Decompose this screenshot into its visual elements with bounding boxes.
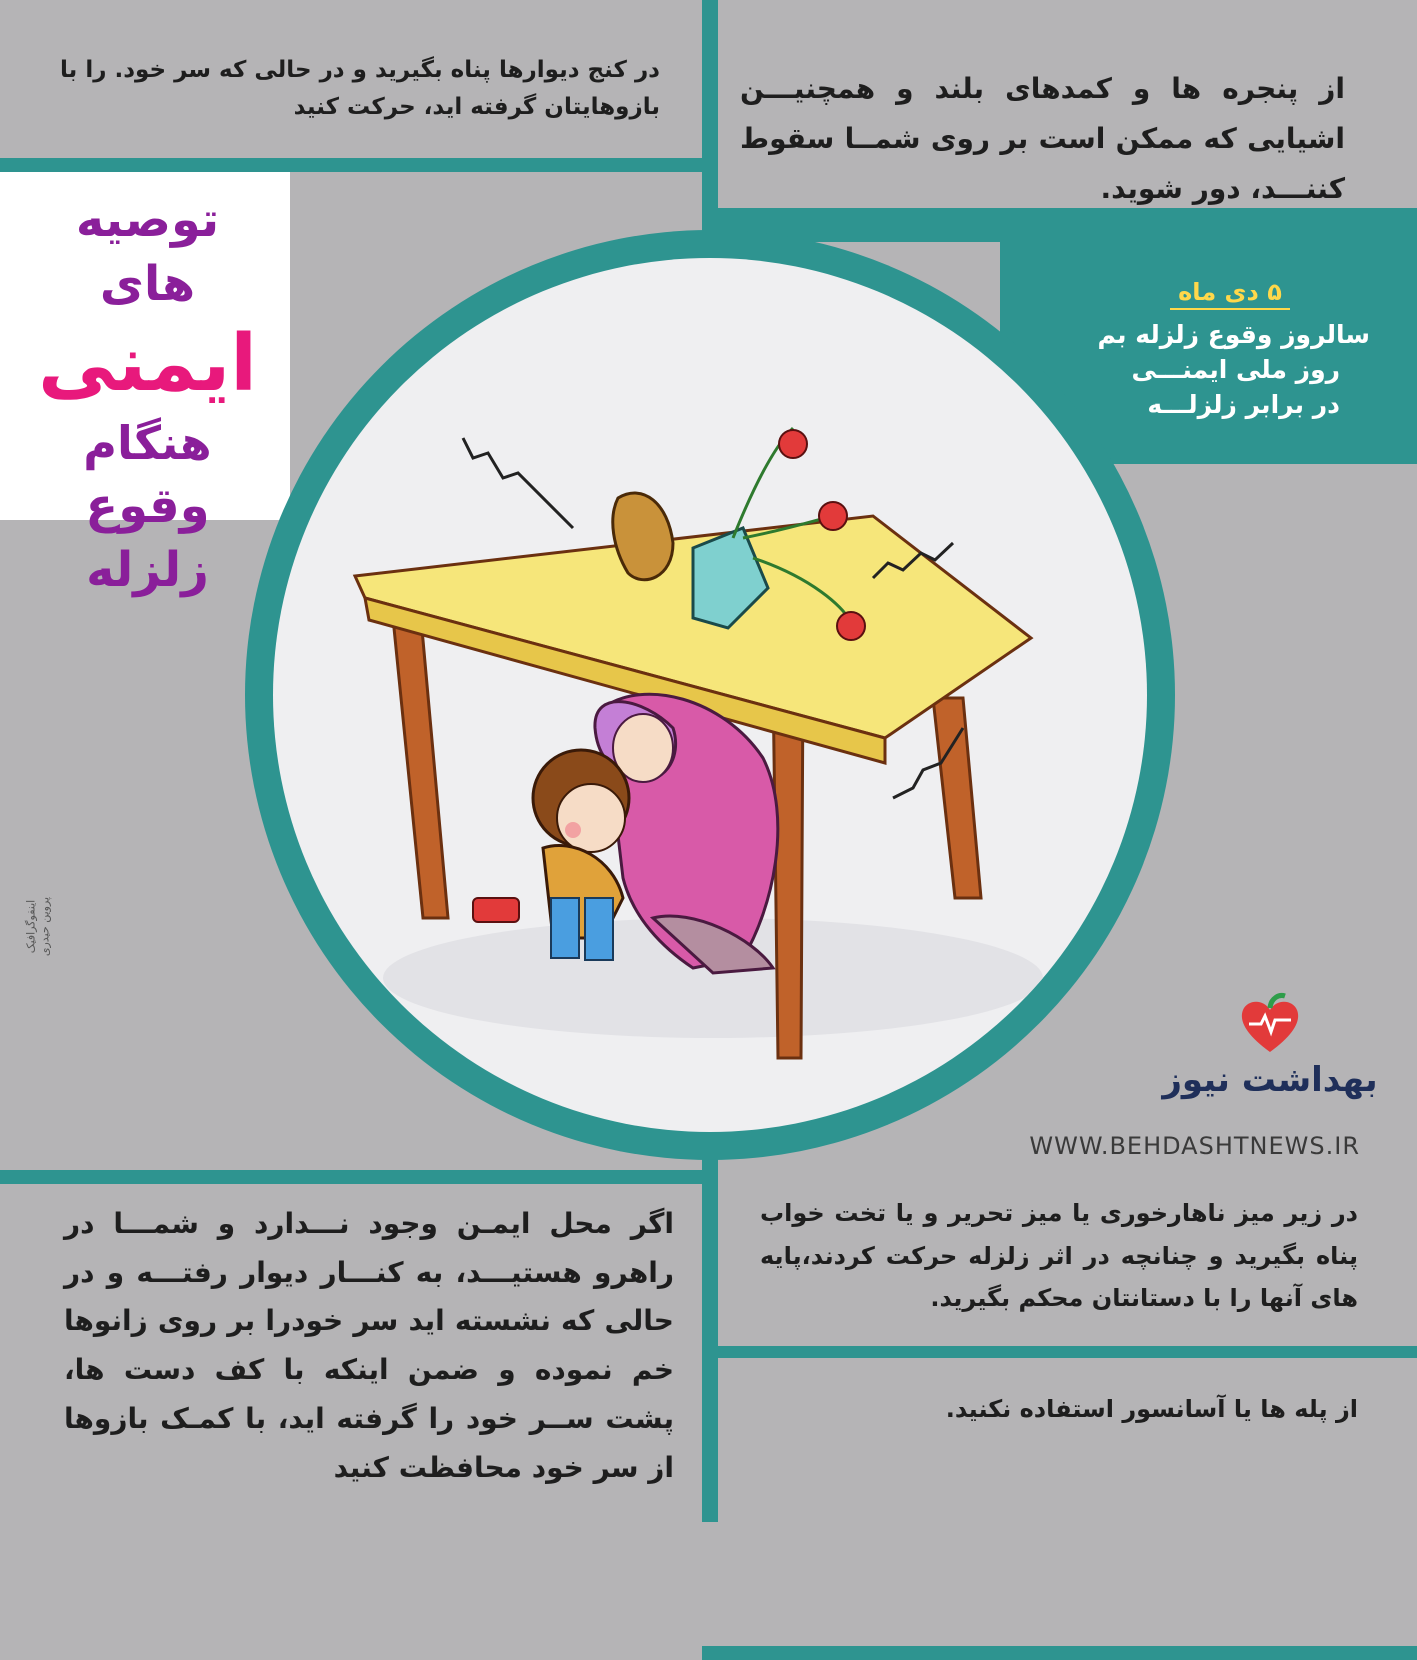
date-line3: در برابر زلزلـــه [1147, 390, 1340, 419]
tip-top-right-text: از پنجره ها و کمدهای بلند و همچنیـــن اشیایی که ممکن است بر روی شمــا سقوط کننـــد، دور شوید. [740, 72, 1345, 205]
brand-name: بهداشت نیوز [1162, 1060, 1378, 1100]
date-box [1090, 278, 1370, 448]
tip-bottom-right [760, 1192, 1358, 1342]
flower-2 [819, 502, 847, 530]
brand-logo [1150, 990, 1390, 1110]
title-line2: ایمنی [37, 319, 258, 409]
illustration-inner [273, 258, 1147, 1132]
frame-top-left-bar [0, 158, 718, 172]
shake-line-1 [463, 438, 573, 528]
heart-apple-icon [1235, 990, 1305, 1060]
credit-line1: اینفوگرافیک [24, 899, 38, 954]
title-block [20, 188, 275, 598]
flower-3 [837, 612, 865, 640]
toy-car [473, 898, 519, 922]
date-line2: روز ملی ایمنـــی [1131, 355, 1340, 384]
frame-bottom-right-divider [718, 1346, 1417, 1358]
tip-top-left [60, 52, 660, 152]
frame-bottom-right-bar [702, 1646, 1417, 1660]
brand-url: WWW.BEHDASHTNEWS.IR [1029, 1132, 1360, 1160]
tip-bottom-right-text: در زیر میز ناهارخوری یا میز تحریر و یا تخت خواب پناه بگیرید و چنانچه در اثر زلزله حرکت کردند،پایه های آنها را با دستانتان محکم بگیرید. [760, 1199, 1358, 1313]
frame-bottom-left-bar [0, 1170, 718, 1184]
title-line4: وقوع زلزله [85, 478, 210, 598]
table-leg-back-left [393, 618, 448, 918]
credit [16, 860, 52, 990]
tip-bottom-left [64, 1200, 674, 1500]
earthquake-illustration [273, 258, 1147, 1132]
title-line1: توصیه های [75, 192, 220, 312]
child-face [557, 784, 625, 852]
tip-top-right [740, 64, 1345, 204]
credit-line2: پروین حیدری [38, 896, 52, 957]
tip-bottom-left-text: اگر محل ایمـن وجود نـــدارد و شمـــا در راهرو هستیـــد، به کنـــار دیوار رفتـــه و در حالی که نشسته اید سر خودرا بر روی زانوها خم نموده و ضمن اینکه با کف دست ها، پشت ســر خود را گرفته اید، با کمـک بازوها از سر خود محافظت کنید [64, 1207, 674, 1484]
date-line1: سالروز وقوع زلزله بم [1097, 320, 1370, 349]
tip-top-left-text: در کنج دیوارها پناه بگیرید و در حالی که سر خود. را با بازوهایتان گرفته اید، حرکت کنید [60, 57, 660, 120]
tip-bottom-right-2 [760, 1390, 1358, 1440]
flower-1 [779, 430, 807, 458]
tip-bottom-right-2-text: از پله ها یا آسانسور استفاده نکنید. [945, 1395, 1358, 1423]
date-label: ۵ دی ماه [1170, 278, 1290, 310]
table-leg-right [933, 698, 981, 898]
title-line3: هنگام [83, 416, 212, 470]
